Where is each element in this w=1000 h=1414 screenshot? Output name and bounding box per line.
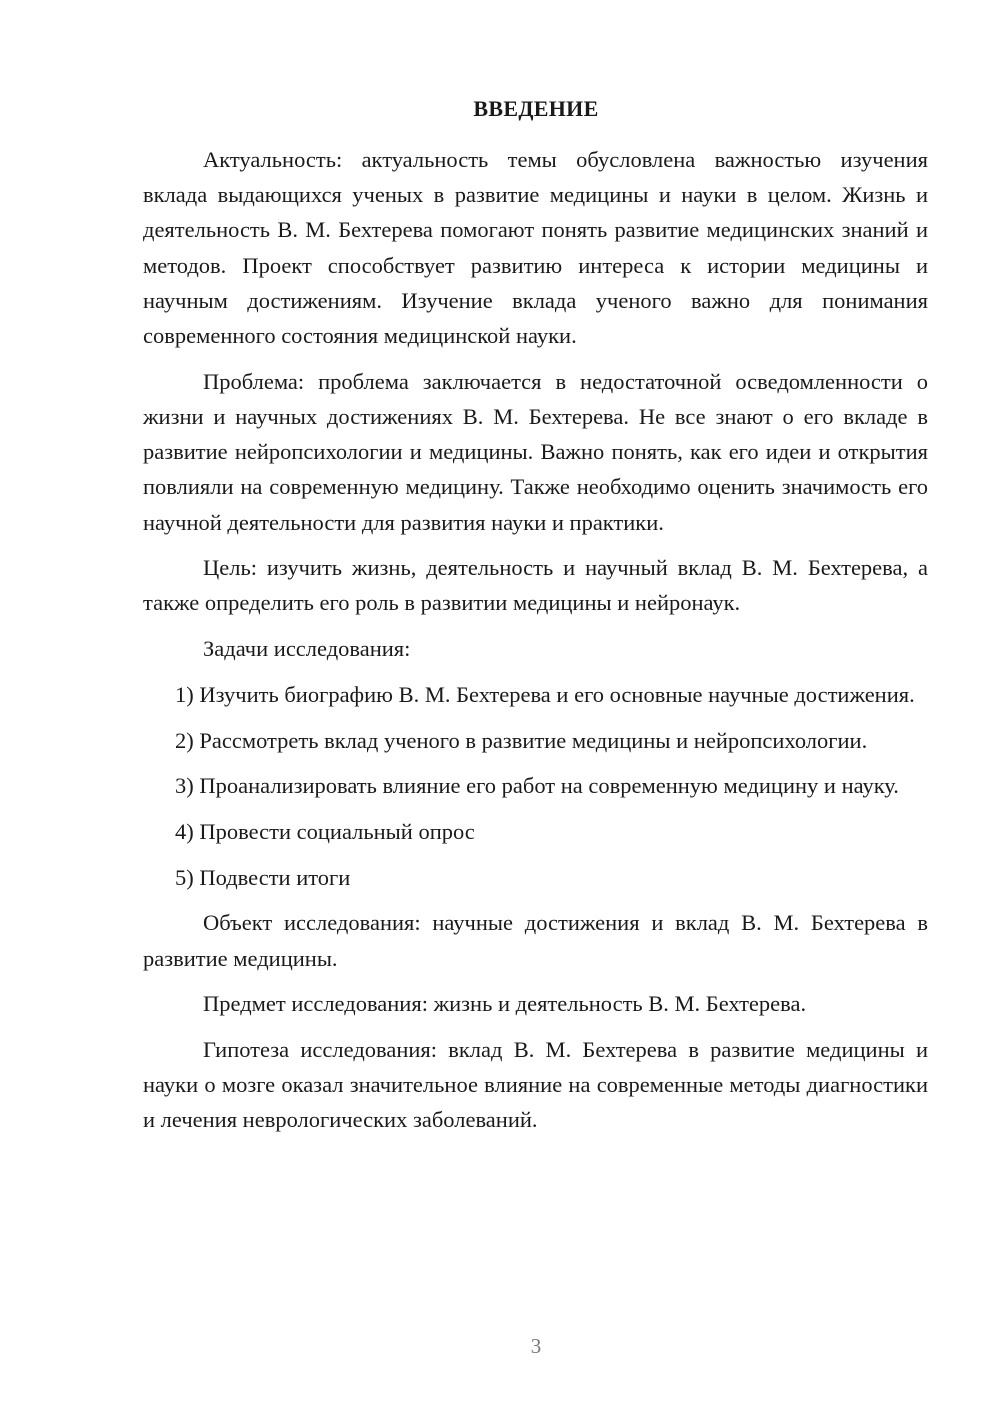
page-number: 3 [530, 1334, 542, 1358]
task-item-3: 3) Проанализировать влияние его работ на современную медицину и науку. [175, 773, 899, 799]
paragraph-relevance: Актуальность: актуальность темы обусловлена важностью изучения вклада выдающихся ученых в развитие медицины и науки в целом. Жизнь и деятельность В. М. Бехтерева помогают понять развитие медицинских знаний и методов. Проект способствует развитию интереса к истории медицины и научным достижениям. Изучение вклада ученого важно для понимания современного состояния медицинской науки. [143, 147, 928, 349]
paragraph-object: Объект исследования: научные достижения и вклад В. М. Бехтерева в развитие медицины. [143, 910, 928, 971]
paragraph-tasks-heading: Задачи исследования: [203, 636, 411, 662]
paragraph-hypothesis: Гипотеза исследования: вклад В. М. Бехтерева в развитие медицины и науки о мозге оказал значительное влияние на современные методы диагностики и лечения неврологических заболеваний. [143, 1036, 928, 1133]
task-item-1: 1) Изучить биографию В. М. Бехтерева и его основные научные достижения. [175, 681, 915, 707]
paragraph-problem: Проблема: проблема заключается в недостаточной осведомленности о жизни и научных достижениях В. М. Бехтерева. Не все знают о его вкладе в развитие нейропсихологии и медицины. Важно понять, как его идеи и открытия повлияли на современную медицину. Также необходимо оценить значимость его научной деятельности для развития науки и практики. [143, 368, 928, 535]
paragraph-subject: Предмет исследования: жизнь и деятельность В. М. Бехтерева. [203, 991, 807, 1017]
section-heading: ВВЕДЕНИЕ [473, 96, 599, 121]
task-item-4: 4) Провести социальный опрос [175, 818, 475, 844]
paragraph-goal: Цель: изучить жизнь, деятельность и научный вклад В. М. Бехтерева, а также определить его роль в развитии медицины и нейронаук. [143, 555, 928, 616]
task-item-5: 5) Подвести итоги [175, 864, 351, 890]
task-item-2: 2) Рассмотреть вклад ученого в развитие медицины и нейропсихологии. [175, 727, 868, 753]
document-body [143, 142, 928, 1148]
